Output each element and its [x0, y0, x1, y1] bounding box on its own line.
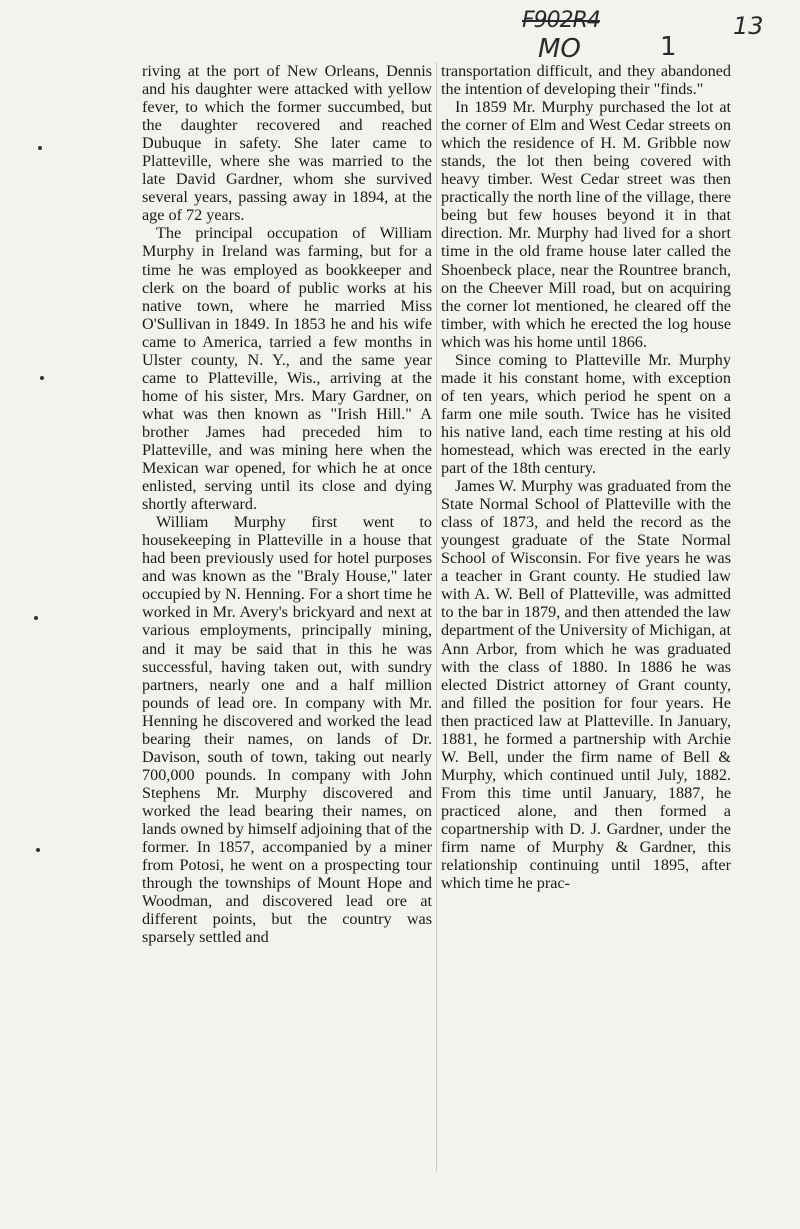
handwritten-record-id: F902R4: [522, 8, 600, 33]
handwritten-state: MO: [538, 34, 581, 64]
right-text-column: [441, 62, 731, 892]
margin-dot: [38, 146, 42, 150]
margin-dot: [36, 848, 40, 852]
paragraph: The principal occupation of William Murphy in Ireland was farming, but for a time he was employed as bookkeeper and clerk on the board of public works at his native town, where he married Miss O'Sullivan in 1849. In 1853 he and his wife came to America, tarried a few months in Ulster county, N. Y., and the same year came to Platteville, Wis., arriving at the home of his sister, Mrs. Mary Gardner, on what was then known as "Irish Hill." A brother James had preceded him to Platteville, and was mining here when the Mexican war opened, for which he at once enlisted, serving until its close and dying shortly afterward.: [142, 224, 432, 514]
margin-dot: [34, 616, 38, 620]
paragraph: transportation difficult, and they abandoned the intention of developing their "finds.": [441, 62, 731, 99]
paragraph: William Murphy first went to housekeeping in Platteville in a house that had been previously used for hotel purposes and was known as the "Braly House," later occupied by N. Henning. For a short time he worked in Mr. Avery's brickyard and next at various employments, principally mining, and it may be said that in this he was successful, having taken out, with sundry partners, nearly one and a half million pounds of lead ore. In company with Mr. Henning he discovered and worked the lead bearing their names, on lands of Dr. Davison, south of town, taking out nearly 700,000 pounds. In company with John Stephens Mr. Murphy discovered and worked the lead bearing their names, on lands owned by himself adjoining that of the former. In 1857, accompanied by a miner from Potosi, he went on a prospecting tour through the townships of Mount Hope and Woodman, and discovered lead ore at different points, but the country was sparsely settled and: [142, 513, 432, 947]
paragraph: James W. Murphy was graduated from the State Normal School of Platteville with the class of 1873, and held the record as the youngest graduate of the State Normal School of Wisconsin. For five years he was a teacher in Grant county. He studied law with A. W. Bell of Platteville, was admitted to the bar in 1879, and then attended the law department of the University of Michigan, at Ann Arbor, from which he was graduated with the class of 1880. In 1886 he was elected District attorney of Grant county, and filled the position for four years. He then practiced law at Platteville. In January, 1881, he formed a partnership with Archie W. Bell, under the firm name of Bell & Murphy, which continued until July, 1882. From this time until January, 1887, he practiced alone, and then formed a copartnership with D. J. Gardner, under the firm name of Murphy & Gardner, this relationship continuing until 1895, after which time he prac-: [441, 477, 731, 893]
column-divider: [436, 62, 437, 1172]
handwritten-page-number: 13: [733, 12, 764, 40]
left-text-column: [142, 62, 432, 946]
margin-dot: [40, 376, 44, 380]
paragraph: Since coming to Platteville Mr. Murphy made it his constant home, with exception of ten years, which period he spent on a farm one mile south. Twice has he visited his native land, each time resting at his old homestead, which was erected in the early part of the 18th century.: [441, 350, 731, 478]
paragraph: In 1859 Mr. Murphy purchased the lot at the corner of Elm and West Cedar streets on which the residence of H. M. Gribble now stands, the lot then being covered with heavy timber. West Cedar street was then practically the north line of the village, there being but few houses beyond it in that direction. Mr. Murphy had lived for a short time in the old frame house later called the Shoenbeck place, near the Rountree branch, on the Cheever Mill road, but on acquiring the corner lot mentioned, he cleared off the timber, with which he erected the log house which was his home until 1866.: [441, 98, 731, 351]
paragraph: riving at the port of New Orleans, Dennis and his daughter were attacked with yellow fever, to which the former succumbed, but the daughter recovered and reached Dubuque in safety. She later came to Platteville, where she was married to the late David Gardner, whom she survived several years, passing away in 1894, at the age of 72 years.: [142, 62, 432, 225]
handwritten-volume: 1: [660, 32, 677, 62]
